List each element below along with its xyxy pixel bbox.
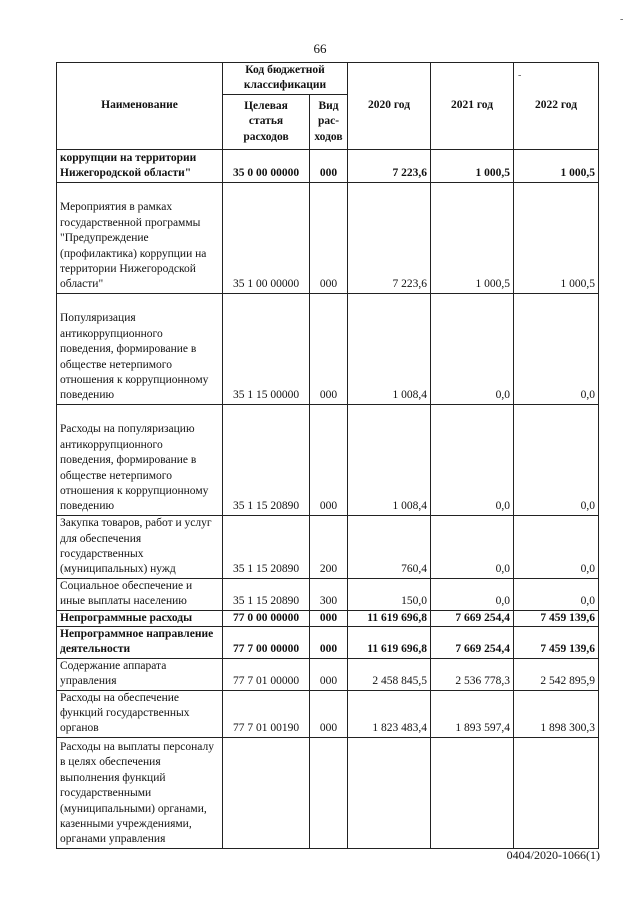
header-type: Вид рас-ходов [310,94,348,149]
row-target-article: 35 1 15 20890 [223,404,310,515]
row-amount-2021: 0,0 [431,404,514,515]
row-name: Социальное обеспечение и иные выплаты населению [57,578,223,610]
header-2021: 2021 год [431,63,514,150]
row-amount-2020: 1 823 483,4 [348,690,431,737]
row-name: Непрограммные расходы [57,610,223,626]
row-amount-2022: 1 000,5 [514,182,599,293]
row-amount-2022: 0,0 [514,293,599,404]
row-target-article: 77 7 00 00000 [223,627,310,659]
row-amount-2021: 0,0 [431,293,514,404]
row-amount-2022: 2 542 895,9 [514,658,599,690]
row-target-article: 77 0 00 00000 [223,610,310,626]
header-2020: 2020 год [348,63,431,150]
table-body [57,149,599,848]
row-expense-type: 000 [310,627,348,659]
row-amount-2020: 760,4 [348,515,431,578]
table-row [57,737,599,848]
row-amount-2021: 0,0 [431,515,514,578]
row-amount-2022: 7 459 139,6 [514,610,599,626]
row-name: Расходы на выплаты персоналу в целях обеспечения выполнения функций государственными (муниципальными) органами, казенными учреждениями, органами управления [57,737,223,848]
row-expense-type: 000 [310,658,348,690]
row-expense-type: 000 [310,149,348,182]
row-name: Закупка товаров, работ и услуг для обеспечения государственных (муниципальных) нужд [57,515,223,578]
row-target-article [223,737,310,848]
row-amount-2021: 1 000,5 [431,149,514,182]
table-row [57,404,599,515]
row-amount-2021: 7 669 254,4 [431,610,514,626]
row-expense-type: 000 [310,610,348,626]
row-amount-2022: 0,0 [514,515,599,578]
row-expense-type: 000 [310,293,348,404]
row-amount-2020: 7 223,6 [348,149,431,182]
row-amount-2020: 2 458 845,5 [348,658,431,690]
document-code: 0404/2020-1066(1) [506,848,600,862]
row-amount-2020: 1 008,4 [348,293,431,404]
row-amount-2021: 1 893 597,4 [431,690,514,737]
row-name: Расходы на обеспечение функций государственных органов [57,690,223,737]
table-row [57,578,599,610]
row-target-article: 35 1 00 00000 [223,182,310,293]
table-row [57,182,599,293]
row-target-article: 35 1 15 20890 [223,515,310,578]
row-amount-2021: 1 000,5 [431,182,514,293]
budget-table [56,62,599,849]
row-expense-type: 000 [310,404,348,515]
row-amount-2022: 0,0 [514,404,599,515]
row-expense-type: 300 [310,578,348,610]
header-name: Наименование [57,63,223,150]
row-amount-2022: 1 898 300,3 [514,690,599,737]
row-expense-type: 200 [310,515,348,578]
row-amount-2020: 11 619 696,8 [348,610,431,626]
row-name: Непрограммное направление деятельности [57,627,223,659]
row-amount-2020: 1 008,4 [348,404,431,515]
table-row [57,627,599,659]
row-expense-type: 000 [310,690,348,737]
row-name: Расходы на популяризацию антикоррупционного поведения, формирование в обществе нетерпимого отношения к коррупционному поведению [57,404,223,515]
row-amount-2021: 2 536 778,3 [431,658,514,690]
row-name: коррупции на территории Нижегородской области" [57,149,223,182]
row-target-article: 77 7 01 00190 [223,690,310,737]
row-name: Содержание аппарата управления [57,658,223,690]
row-amount-2022: 0,0 [514,578,599,610]
table-row [57,658,599,690]
table-row [57,690,599,737]
row-amount-2020: 7 223,6 [348,182,431,293]
table-row [57,610,599,626]
header-2022: 2022 год [514,63,599,150]
header-kbk: Код бюджетной классификации [223,63,348,95]
row-amount-2020: 150,0 [348,578,431,610]
row-amount-2022 [514,737,599,848]
row-amount-2021: 0,0 [431,578,514,610]
row-expense-type [310,737,348,848]
page-number: 66 [313,41,327,56]
row-amount-2021: 7 669 254,4 [431,627,514,659]
row-name: Популяризация антикоррупционного поведения, формирование в обществе нетерпимого отношения к коррупционному поведению [57,293,223,404]
row-amount-2020 [348,737,431,848]
row-target-article: 35 1 15 20890 [223,578,310,610]
row-name: Мероприятия в рамках государственной программы "Предупреждение (профилактика) коррупции на территории Нижегородской области" [57,182,223,293]
row-amount-2020: 11 619 696,8 [348,627,431,659]
table-row [57,149,599,182]
row-amount-2021 [431,737,514,848]
row-amount-2022: 1 000,5 [514,149,599,182]
row-target-article: 77 7 01 00000 [223,658,310,690]
table-row [57,515,599,578]
row-target-article: 35 0 00 00000 [223,149,310,182]
corner-mark: - [620,14,624,25]
header-target: Целевая статья расходов [223,94,310,149]
row-target-article: 35 1 15 00000 [223,293,310,404]
row-expense-type: 000 [310,182,348,293]
row-amount-2022: 7 459 139,6 [514,627,599,659]
column-mark: - [518,70,522,81]
table-row [57,293,599,404]
